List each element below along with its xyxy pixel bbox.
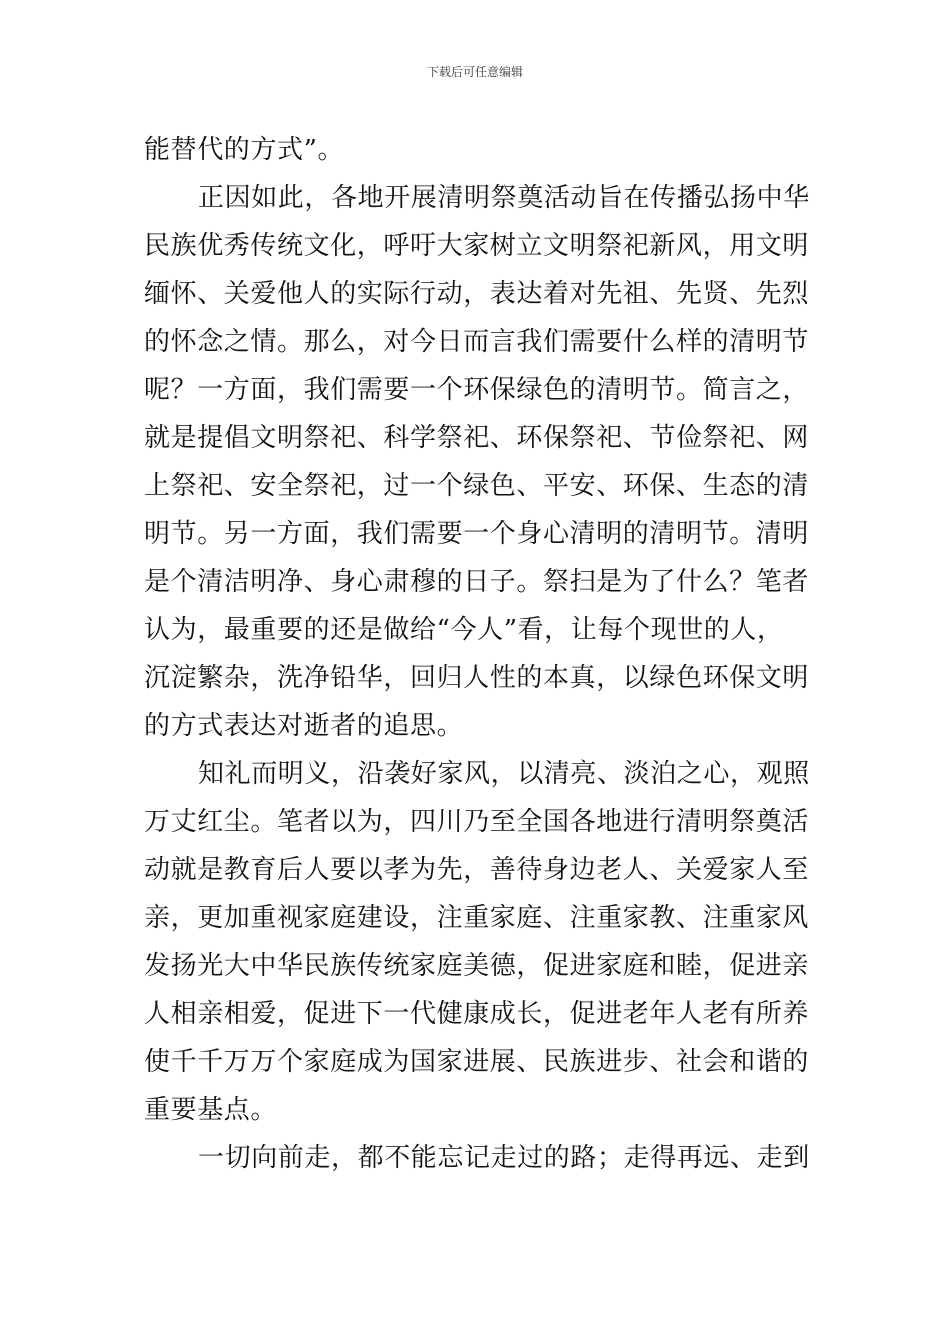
text-line: 就是提倡文明祭祀、科学祭祀、环保祭祀、节俭祭祀、网	[144, 423, 810, 453]
text-line: 的方式表达对逝者的追思。	[144, 711, 464, 741]
text-line: 民族优秀传统文化，呼吁大家树立文明祭祀新风，用文明	[144, 231, 810, 261]
text-line: 一切向前走，都不能忘记走过的路；走得再远、走到	[198, 1143, 810, 1173]
text-line: 正因如此，各地开展清明祭奠活动旨在传播弘扬中华	[198, 183, 810, 213]
text-line: 人相亲相爱，促进下一代健康成长，促进老年人老有所养	[144, 999, 810, 1029]
text-line: 上祭祀、安全祭祀，过一个绿色、平安、环保、生态的清	[144, 471, 810, 501]
text-line: 动就是教育后人要以孝为先，善待身边老人、关爱家人至	[144, 855, 810, 885]
text-line: 呢？一方面，我们需要一个环保绿色的清明节。简言之，	[144, 375, 810, 405]
text-line: 发扬光大中华民族传统家庭美德，促进家庭和睦，促进亲	[144, 951, 810, 981]
text-line: 明节。另一方面，我们需要一个身心清明的清明节。清明	[144, 519, 810, 549]
text-line: 沉淀繁杂，洗净铅华，回归人性的本真，以绿色环保文明	[144, 663, 810, 693]
text-line: 能替代的方式”。	[144, 135, 345, 165]
text-line: 认为，最重要的还是做给“今人”看，让每个现世的人，	[144, 615, 784, 645]
text-line: 缅怀、关爱他人的实际行动，表达着对先祖、先贤、先烈	[144, 279, 810, 309]
text-line: 万丈红尘。笔者以为，四川乃至全国各地进行清明祭奠活	[144, 807, 810, 837]
document-body	[144, 126, 810, 1182]
text-line: 重要基点。	[144, 1095, 278, 1125]
text-line: 知礼而明义，沿袭好家风，以清亮、淡泊之心，观照	[198, 759, 810, 789]
text-line: 的怀念之情。那么，对今日而言我们需要什么样的清明节	[144, 327, 810, 357]
text-line: 使千千万万个家庭成为国家进展、民族进步、社会和谐的	[144, 1047, 810, 1077]
text-line: 是个清洁明净、身心肃穆的日子。祭扫是为了什么？笔者	[144, 567, 810, 597]
text-line: 亲，更加重视家庭建设，注重家庭、注重家教、注重家风	[144, 903, 810, 933]
page-header-note: 下载后可任意编辑	[426, 65, 523, 79]
